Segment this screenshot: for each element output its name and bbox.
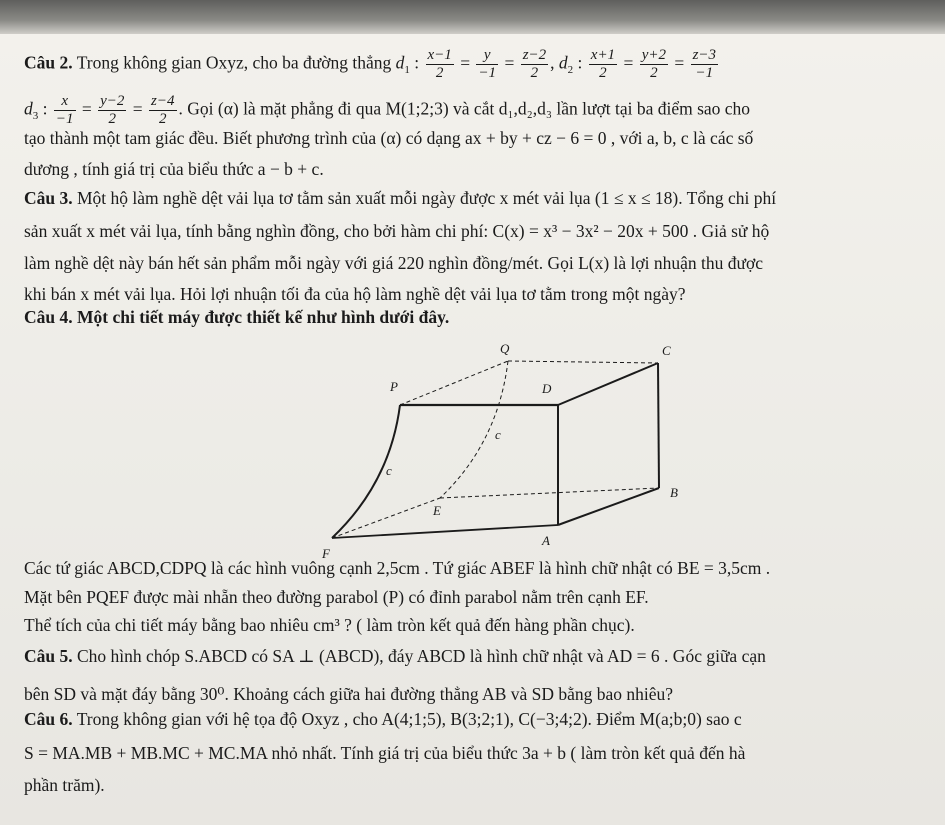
d2-name: d bbox=[558, 52, 568, 73]
d3-denominator: 2 bbox=[108, 111, 117, 127]
q3-label: Câu 3. bbox=[24, 188, 73, 208]
d1-denominator: 2 bbox=[435, 65, 444, 81]
d2-equation bbox=[587, 47, 720, 81]
q4-line3: Mặt bên PQEF được mài nhẵn theo đường parabol (P) có đỉnh parabol nằm trên cạnh EF. bbox=[24, 587, 649, 607]
d2-equals-sign: = bbox=[619, 52, 638, 73]
d1-fraction bbox=[426, 47, 454, 82]
q3-line4: khi bán x mét vải lụa. Hỏi lợi nhuận tối đa của hộ làm nghề dệt vải lụa tơ tằm trong một ngày? bbox=[24, 284, 686, 304]
d1-numerator: z−2 bbox=[522, 47, 547, 63]
d1-fraction bbox=[476, 47, 498, 82]
q3-line1 bbox=[24, 187, 776, 209]
d3-name: d bbox=[24, 98, 33, 119]
d2-fraction bbox=[589, 47, 617, 82]
d3-sub: 3 bbox=[32, 110, 39, 123]
d2-fraction bbox=[640, 47, 668, 82]
d1-denominator: −1 bbox=[478, 65, 497, 81]
edge-DC bbox=[558, 363, 658, 405]
q2-label: Câu 2. bbox=[24, 52, 73, 73]
edge-QC bbox=[508, 361, 658, 363]
d3-fraction bbox=[149, 93, 176, 128]
q4-line1 bbox=[24, 306, 449, 328]
d3-fraction bbox=[98, 93, 126, 128]
d3-fraction bbox=[54, 93, 76, 128]
q6-line3: phần trăm). bbox=[24, 775, 105, 795]
d2-denominator: 2 bbox=[599, 65, 607, 81]
d3-equals-sign: = bbox=[77, 98, 97, 119]
q5-label: Câu 5. bbox=[24, 646, 73, 666]
d3-denominator: 2 bbox=[159, 111, 167, 127]
edge-EB bbox=[440, 488, 659, 498]
q6-line1 bbox=[24, 708, 742, 730]
edge-PQ bbox=[400, 361, 508, 405]
d1-equals-sign: = bbox=[455, 52, 475, 73]
q2-line2: $d_3$ : $\frac{x}{-1}$ = $\frac{y-2}{2}$ = $\frac{z-4}{2}$ . Gọi (α) là mặt phẳng đi qua M(1;2;3) và cắt d₁,d₂,d₃ lần lượt tại ba điểm sao cho bbox=[24, 93, 751, 127]
d2-denominator: −1 bbox=[695, 65, 714, 81]
label-c2: c bbox=[386, 463, 392, 478]
label-P: P bbox=[390, 379, 398, 394]
edge-AB bbox=[558, 488, 659, 525]
d1-name: d bbox=[395, 52, 405, 73]
q5-line2: bên SD và mặt đáy bằng 30⁰. Khoảng cách giữa hai đường thẳng AB và SD bằng bao nhiêu? bbox=[24, 684, 674, 704]
d2-fraction bbox=[691, 47, 718, 82]
q4-text1: Một chi tiết máy được thiết kế như hình dưới đây. bbox=[77, 307, 450, 327]
q5-line1 bbox=[24, 645, 766, 667]
q6-label: Câu 6. bbox=[24, 709, 73, 729]
q3-line3: làm nghề dệt này bán hết sản phẩm mỗi ngày với giá 220 nghìn đồng/mét. Gọi L(x) là lợi nhuận thu được bbox=[24, 253, 764, 273]
q4-line2: Các tứ giác ABCD,CDPQ là các hình vuông cạnh 2,5cm . Tứ giác ABEF là hình chữ nhật có BE = 3,5cm . bbox=[24, 558, 771, 578]
label-A: A bbox=[542, 533, 550, 548]
q3-line2: sản xuất x mét vải lụa, tính bằng nghìn đồng, cho bởi hàm chi phí: C(x) = x³ − 3x² − 20x + 500 . Giả sử hộ bbox=[24, 221, 770, 241]
label-Q: Q bbox=[500, 341, 510, 356]
label-c1: c bbox=[495, 427, 501, 442]
q3-text1: Một hộ làm nghề dệt vải lụa tơ tằm sản xuất mỗi ngày được x mét vải lụa (1 ≤ x ≤ 18). Tổng chi phí bbox=[77, 188, 777, 208]
d1-fraction bbox=[521, 47, 548, 82]
label-B: B bbox=[670, 485, 678, 500]
d3-equals-sign: = bbox=[128, 98, 148, 119]
d1-sub: 1 bbox=[404, 64, 410, 77]
label-D: D bbox=[542, 381, 552, 396]
d2-numerator: y+2 bbox=[641, 47, 666, 63]
label-F: F bbox=[322, 546, 330, 561]
d3-equation bbox=[52, 93, 179, 127]
q4-label: Câu 4. bbox=[24, 307, 73, 327]
d3-numerator: x bbox=[54, 93, 76, 111]
q6-line2: S = MA.MB + MB.MC + MC.MA nhỏ nhất. Tính giá trị của biểu thức 3a + b ( làm tròn kết quả đến hà bbox=[24, 743, 746, 763]
label-C-top: C bbox=[662, 343, 671, 358]
q2-text2: . Gọi (α) là mặt phẳng đi qua M(1;2;3) và cắt d₁,d₂,d₃ lần lượt tại ba điểm sao cho bbox=[178, 98, 751, 119]
edge-AF bbox=[332, 525, 558, 538]
d2-sub: 2 bbox=[567, 64, 574, 77]
d3-numerator: z−4 bbox=[151, 93, 175, 109]
q5-text1: Cho hình chóp S.ABCD có SA ⊥ (ABCD), đáy ABCD là hình chữ nhật và AD = 6 . Góc giữa cạn bbox=[77, 646, 766, 666]
d1-numerator: y bbox=[476, 47, 498, 65]
label-E: E bbox=[433, 503, 441, 518]
q6-text1: Trong không gian với hệ tọa độ Oxyz , cho A(4;1;5), B(3;2;1), C(−3;4;2). Điểm M(a;b;0) sao c bbox=[76, 709, 742, 729]
q2-line4: dương , tính giá trị của biểu thức a − b + c. bbox=[24, 159, 324, 179]
edge-CB bbox=[658, 363, 659, 488]
d1-numerator: x−1 bbox=[427, 47, 452, 63]
d3-denominator: −1 bbox=[55, 111, 74, 127]
d2-numerator: x+1 bbox=[590, 47, 616, 63]
d2-equals-sign: = bbox=[669, 52, 689, 73]
d1-equation bbox=[424, 47, 551, 81]
d3-numerator: y−2 bbox=[100, 93, 125, 109]
top-background-strip bbox=[0, 0, 945, 34]
q2-line3: tạo thành một tam giác đều. Biết phương trình của (α) có dạng ax + by + cz − 6 = 0 , với a, b, c là các số bbox=[24, 128, 754, 148]
d1-equals-sign: = bbox=[500, 52, 519, 73]
d1-denominator: 2 bbox=[530, 65, 539, 81]
d2-denominator: 2 bbox=[650, 65, 658, 81]
q2-text1: Trong không gian Oxyz, cho ba đường thẳng bbox=[76, 52, 392, 73]
q4-line4: Thể tích của chi tiết máy bằng bao nhiêu cm³ ? ( làm tròn kết quả đến hàng phần chục). bbox=[24, 615, 635, 635]
machine-part-figure bbox=[312, 333, 692, 565]
q2-line1: Câu 2. Trong không gian Oxyz, cho ba đường thẳng $d_1$ : $\frac{x-1}{2}$ = $\frac{y}{-1}$ = $\frac{z-2}{2}$ , $d_2$ : $\frac{x+1}{2}$ = $\frac{y+2}{2}$ = $\frac{z-3}{-1}$ bbox=[24, 47, 720, 82]
d2-numerator: z−3 bbox=[692, 47, 717, 63]
